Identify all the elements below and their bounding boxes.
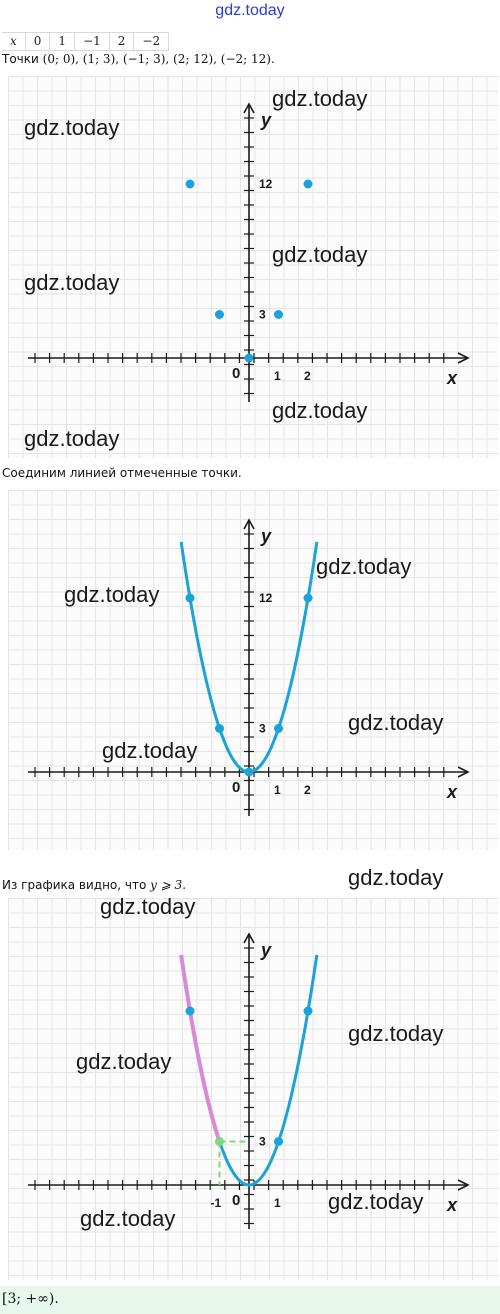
highlighted-branch — [181, 955, 219, 1142]
x-tick-label: 2 — [304, 369, 311, 383]
value-table-cell: x — [2, 33, 26, 50]
origin-label: 0 — [232, 779, 241, 796]
guide-point — [215, 1137, 224, 1146]
points-prefix: Точки — [2, 52, 39, 66]
parabola-curve — [220, 955, 317, 1185]
site-title-link[interactable]: gdz.today — [215, 2, 285, 19]
y-tick-label: 12 — [259, 177, 273, 191]
value-table-cell: −1 — [75, 33, 110, 50]
watermark-text: gdz.today — [24, 115, 120, 140]
connect-text: Соединим линией отмеченные точки. — [2, 466, 242, 480]
conclusion-prefix: Из графика видно, что — [2, 878, 147, 892]
y-tick-label: 3 — [259, 307, 266, 322]
watermark-text: gdz.today — [272, 398, 368, 423]
value-table-cell: 2 — [110, 33, 135, 50]
x-axis-label: x — [447, 782, 458, 802]
x-tick-label: 1 — [274, 369, 281, 383]
watermark-text: gdz.today — [348, 710, 444, 735]
conclusion-math: y ⩾ 3. — [150, 878, 187, 892]
watermark-text: gdz.today — [64, 582, 160, 607]
y-axis-label: y — [261, 526, 272, 546]
x-axis-label: x — [447, 368, 458, 388]
watermark-text: gdz.today — [272, 86, 368, 111]
x-axis-label: x — [447, 1195, 458, 1215]
watermark-text: gdz.today — [272, 242, 368, 267]
points-list: (0; 0), (1; 3), (−1; 3), (2; 12), (−2; 12). — [42, 52, 275, 66]
answer-box: [3; +∞). — [0, 1286, 500, 1314]
x-tick-label: 1 — [274, 783, 281, 797]
watermark-text: gdz.today — [316, 554, 412, 579]
watermark-text: gdz.today — [24, 426, 120, 451]
x-tick-label: -1 — [210, 1196, 222, 1210]
watermark-text: gdz.today — [100, 894, 196, 919]
value-table-cell: −2 — [134, 33, 169, 50]
y-tick-label: 12 — [259, 591, 273, 605]
watermark-text: gdz.today — [76, 1049, 172, 1074]
watermark-text: gdz.today — [348, 865, 444, 890]
x-tick-label: 1 — [274, 1196, 281, 1210]
data-point — [186, 1007, 195, 1016]
y-axis-label: y — [261, 940, 272, 960]
data-point — [274, 1137, 283, 1146]
y-axis-label: y — [261, 110, 272, 130]
watermark-text: gdz.today — [102, 738, 198, 763]
watermark-text: gdz.today — [24, 270, 120, 295]
origin-label: 0 — [232, 1192, 241, 1209]
y-tick-label: 3 — [259, 1134, 266, 1149]
watermark-text: gdz.today — [80, 1206, 176, 1231]
watermark-text: gdz.today — [348, 1021, 444, 1046]
y-tick-label: 3 — [259, 721, 266, 736]
data-point — [304, 1007, 313, 1016]
origin-label: 0 — [232, 365, 241, 382]
value-table-cell: 1 — [50, 33, 75, 50]
watermark-text: gdz.today — [328, 1189, 424, 1214]
x-tick-label: 2 — [304, 783, 311, 797]
value-table-cell: 0 — [26, 33, 51, 50]
